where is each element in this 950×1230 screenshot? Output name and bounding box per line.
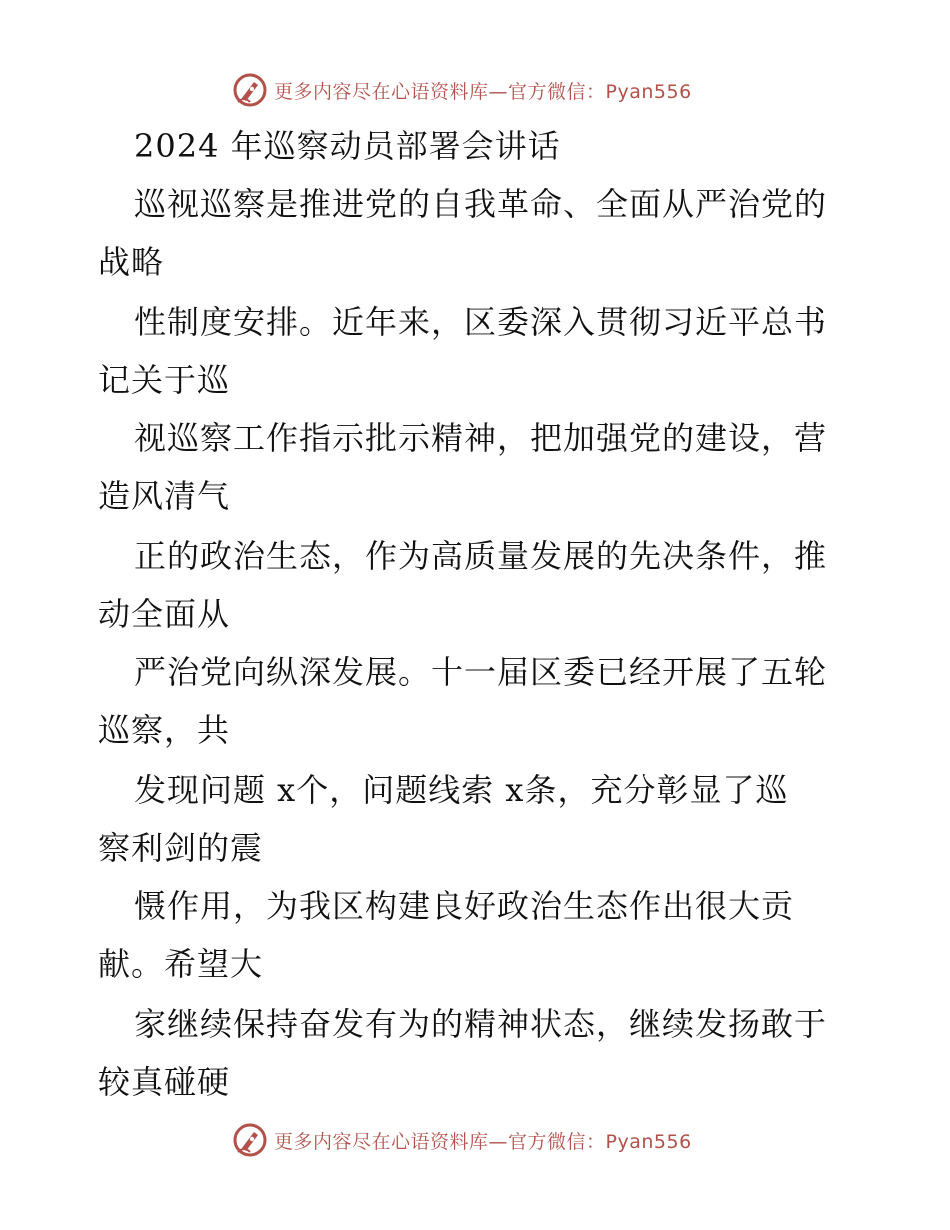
text-line: 较真碰硬 [98, 1063, 231, 1101]
text-line: 察利剑的震 [98, 829, 264, 867]
text-line: 献。希望大 [98, 945, 264, 983]
text-line: 造风清气 [98, 477, 231, 515]
text-line: 记关于巡 [98, 361, 231, 399]
text-line: 视巡察工作指示批示精神，把加强党的建设，营 [134, 419, 828, 457]
pen-circle-logo-icon [232, 1122, 268, 1158]
text-line: 正的政治生态，作为高质量发展的先决条件，推 [134, 537, 828, 575]
watermark-text: 更多内容尽在心语资料库—官方微信：Pyan556 [274, 1130, 692, 1153]
text-line: 家继续保持奋发有为的精神状态，继续发扬敢于 [134, 1005, 828, 1043]
text-line: 巡察，共 [98, 711, 231, 749]
text-line: 慑作用，为我区构建良好政治生态作出很大贡 [134, 887, 795, 925]
text-line: 性制度安排。近年来，区委深入贯彻习近平总书 [134, 303, 828, 341]
text-line: 战略 [98, 243, 165, 281]
text-line: 巡视巡察是推进党的自我革命、全面从严治党的 [134, 185, 828, 223]
footer-watermark [232, 1120, 692, 1160]
watermark-text: 更多内容尽在心语资料库—官方微信：Pyan556 [274, 80, 692, 103]
text-line: 动全面从 [98, 595, 231, 633]
header-watermark [232, 70, 692, 110]
text-line: 严治党向纵深发展。十一届区委已经开展了五轮 [134, 653, 828, 691]
pen-circle-logo-icon [232, 72, 268, 108]
text-line: 发现问题 x个，问题线索 x条，充分彰显了巡 [134, 771, 789, 809]
document-title: 2024 年巡察动员部署会讲话 [134, 127, 561, 165]
